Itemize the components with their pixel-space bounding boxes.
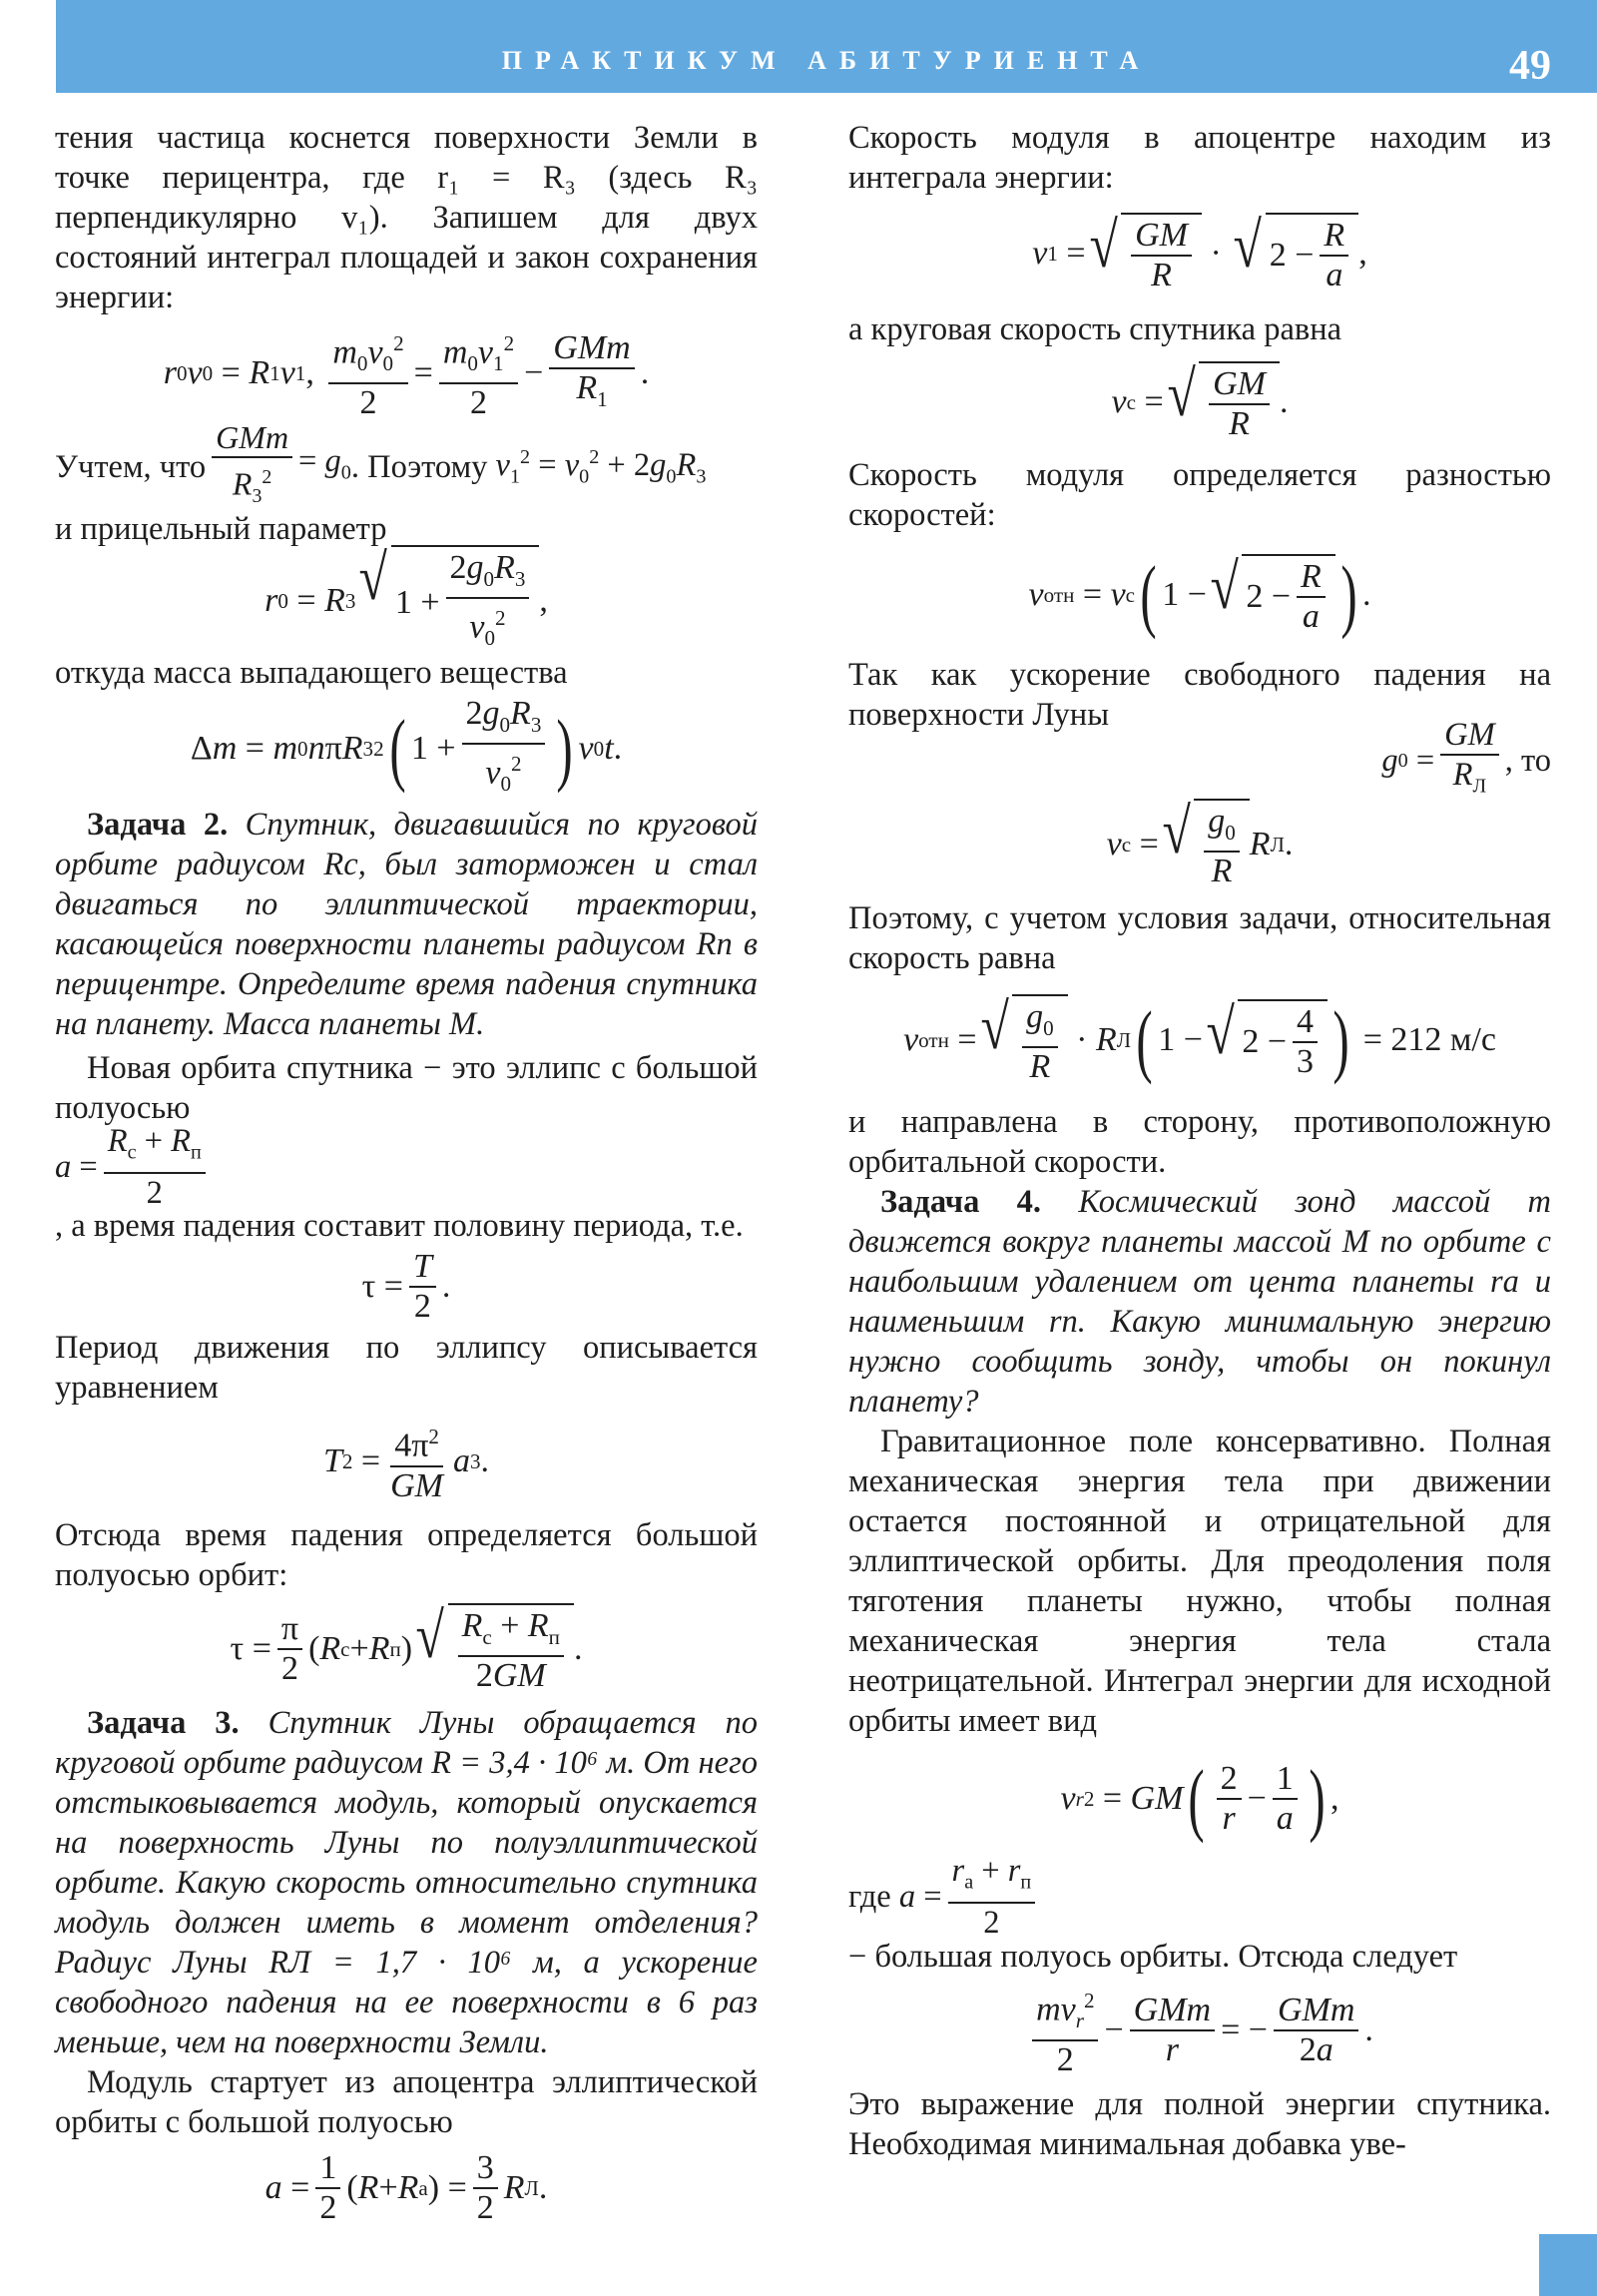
paragraph: Скорость модуля в апоцентре находим из интеграла энергии: xyxy=(848,120,1551,196)
equation-vc-moon: v с = √ $\frac{g_0}{R}$ R Л . xyxy=(1106,794,1294,890)
paragraph: а круговая скорость спутника равна xyxy=(848,311,1342,347)
equation-tau-half: τ = $\frac{T}{2}$ . xyxy=(361,1248,451,1325)
paragraph: и направлена в сторону, противоположную орбитальной скорости. xyxy=(848,1104,1551,1180)
paragraph: откуда масса выпадающего вещества xyxy=(55,655,568,691)
paragraph: − большая полуось орбиты. Отсюда следует xyxy=(848,1939,1458,1975)
paragraph: Модуль стартует из апоцентра эллиптической орбиты с большой полуосью xyxy=(55,2064,758,2140)
paragraph: Так как ускорение свободного падения на поверхности Луны xyxy=(848,657,1551,733)
left-column xyxy=(55,118,758,2234)
equation-impact-parameter: r 0 = R 3 √ 1 + $\frac{2g_0R_3}{v_0^2}$ , xyxy=(55,555,758,647)
line-semi-axis-2: где a = $\frac{r_а + r_п}{2}$ xyxy=(848,1857,1551,1937)
task-4: Задача 4. Космический зонд массой m движется вокруг планеты массой M по орбите с наибольшим удалением от цента планеты rа и наименьшим rп. Какую минимальную энергию нужно сообщить зонду, чтобы он покинул планету? xyxy=(848,1184,1551,1420)
page-number: 49 xyxy=(1509,43,1551,89)
page-header-bar xyxy=(56,0,1597,93)
equation-period: T 2 = $\frac{4\pi^2}{GM}$ a 3 . xyxy=(55,1414,758,1509)
equation-energy-integral: v r 2 = GM ( $\frac{2}{r}$ − $\frac{1}{a}$ ) , xyxy=(1060,1753,1339,1845)
paragraph: Поэтому, с учетом условия задачи, относительная скорость равна xyxy=(848,900,1551,976)
line-g0: g 0 = $\frac{GM}{R_Л}$ , то xyxy=(1381,717,1551,798)
equation-v1: v 1 = √ $\frac{GM}{R}$ · √ 2 − $\frac{R}{a}$ , xyxy=(1032,209,1367,293)
equation-fall-time: τ = $\frac{\pi}{2}$ ( R с + R п ) √ $\frac{R_с + R_п}{2GM}$ . xyxy=(230,1598,583,1695)
equation-a-moon: a = $\frac{1}{2}$ ( R + R а ) = $\frac{3}{2}$ R Л . xyxy=(265,2149,548,2226)
paragraph: Скорость модуля определяется разностью скоростей: xyxy=(848,457,1551,533)
equation-v-rel-value: v отн = √ $\frac{g_0}{R}$ · R Л ( 1 − √ 2 − $\frac{4}{3}$ ) = 212 м/с xyxy=(903,989,1496,1086)
paragraph: тения частица коснется поверхности Земли в точке перицентра, где r₁ = R₃ (здесь R₃ перпендикулярно v₁). Запишем для двух состояний интеграл площадей и закон сохранения энергии: xyxy=(55,120,758,315)
task-2: Задача 2. Спутник, двигавшийся по круговой орбите радиусом Rс, был заторможен и стал двигаться по эллиптической траектории, касающейся поверхности планеты радиусом Rп в перицентре. Определите время падения спутника на планету. Масса планеты M. xyxy=(55,807,758,1042)
line-semi-axis: a = $\frac{R_с + R_п}{2}$ xyxy=(55,1128,758,1206)
paragraph: Период движения по эллипсу описывается уравнением xyxy=(55,1330,758,1406)
paragraph: Это выражение для полной энергии спутника. Необходимая минимальная добавка уве- xyxy=(848,2086,1551,2162)
paragraph: , а время падения составит половину периода, т.е. xyxy=(55,1208,744,1244)
task-3: Задача 3. Спутник Луны обращается по круговой орбите радиусом R = 3,4 · 10⁶ м. От него отстыковывается модуль, который опускается на поверхность Луны по полуэллиптической орбите. Какую скорость относительно спутника модуль должен иметь в момент отделения? Радиус Луны RЛ = 1,7 · 10⁶ м, а ускорение свободного падения на ее поверхности в 6 раз меньше, чем на поверхности Земли. xyxy=(55,1705,758,2060)
paragraph: и прицельный параметр xyxy=(55,511,387,547)
line-consider: Учтем, что $\frac{\text{GMm}}{R_3^2}$ = $g_0$ . Поэтому $v_1^2 = v_0^2 + 2g_0R_3$ xyxy=(55,419,707,508)
equation-vc: v с = √ $\frac{GM}{R}$ . xyxy=(1111,357,1289,442)
paragraph: Новая орбита спутника − это эллипс с большой полуосью xyxy=(55,1050,758,1126)
running-title: ПРАКТИКУМ АБИТУРИЕНТА xyxy=(501,46,1152,75)
right-column xyxy=(848,118,1551,2164)
equation-areas-energy: r 0 v 0 = R 1 v 1 , $\frac{m_0v_0^2}{2}$ = $\frac{m_0v_1^2}{2}$ − $\frac{\text{GMm}}{R_1}$ . xyxy=(55,327,758,419)
corner-tab xyxy=(1539,2234,1597,2296)
equation-mass: Δ m = m 0 n π R 3 2 ( 1 + $\frac{2g_0R_3}{v_0^2}$ ) v 0 t . xyxy=(190,694,623,797)
paragraph: Гравитационное поле консервативно. Полная механическая энергия тела при движении остается постоянной и отрицательной для эллиптической орбиты. Для преодоления поля тяготения планеты нужно, чтобы полная механическая энергия тела стала неотрицательной. Интеграл энергии для исходной орбиты имеет вид xyxy=(848,1424,1551,1739)
equation-total-energy: $\frac{mv_r^2}{2}$ − $\frac{\text{GMm}}{r}$ = − $\frac{\text{GMm}}{2a}$ . xyxy=(848,1983,1551,2078)
paragraph: Отсюда время падения определяется большой полуосью орбит: xyxy=(55,1517,758,1593)
equation-v-rel: v отн = v с ( 1 − √ 2 − $\frac{R}{a}$ ) . xyxy=(1028,549,1371,641)
